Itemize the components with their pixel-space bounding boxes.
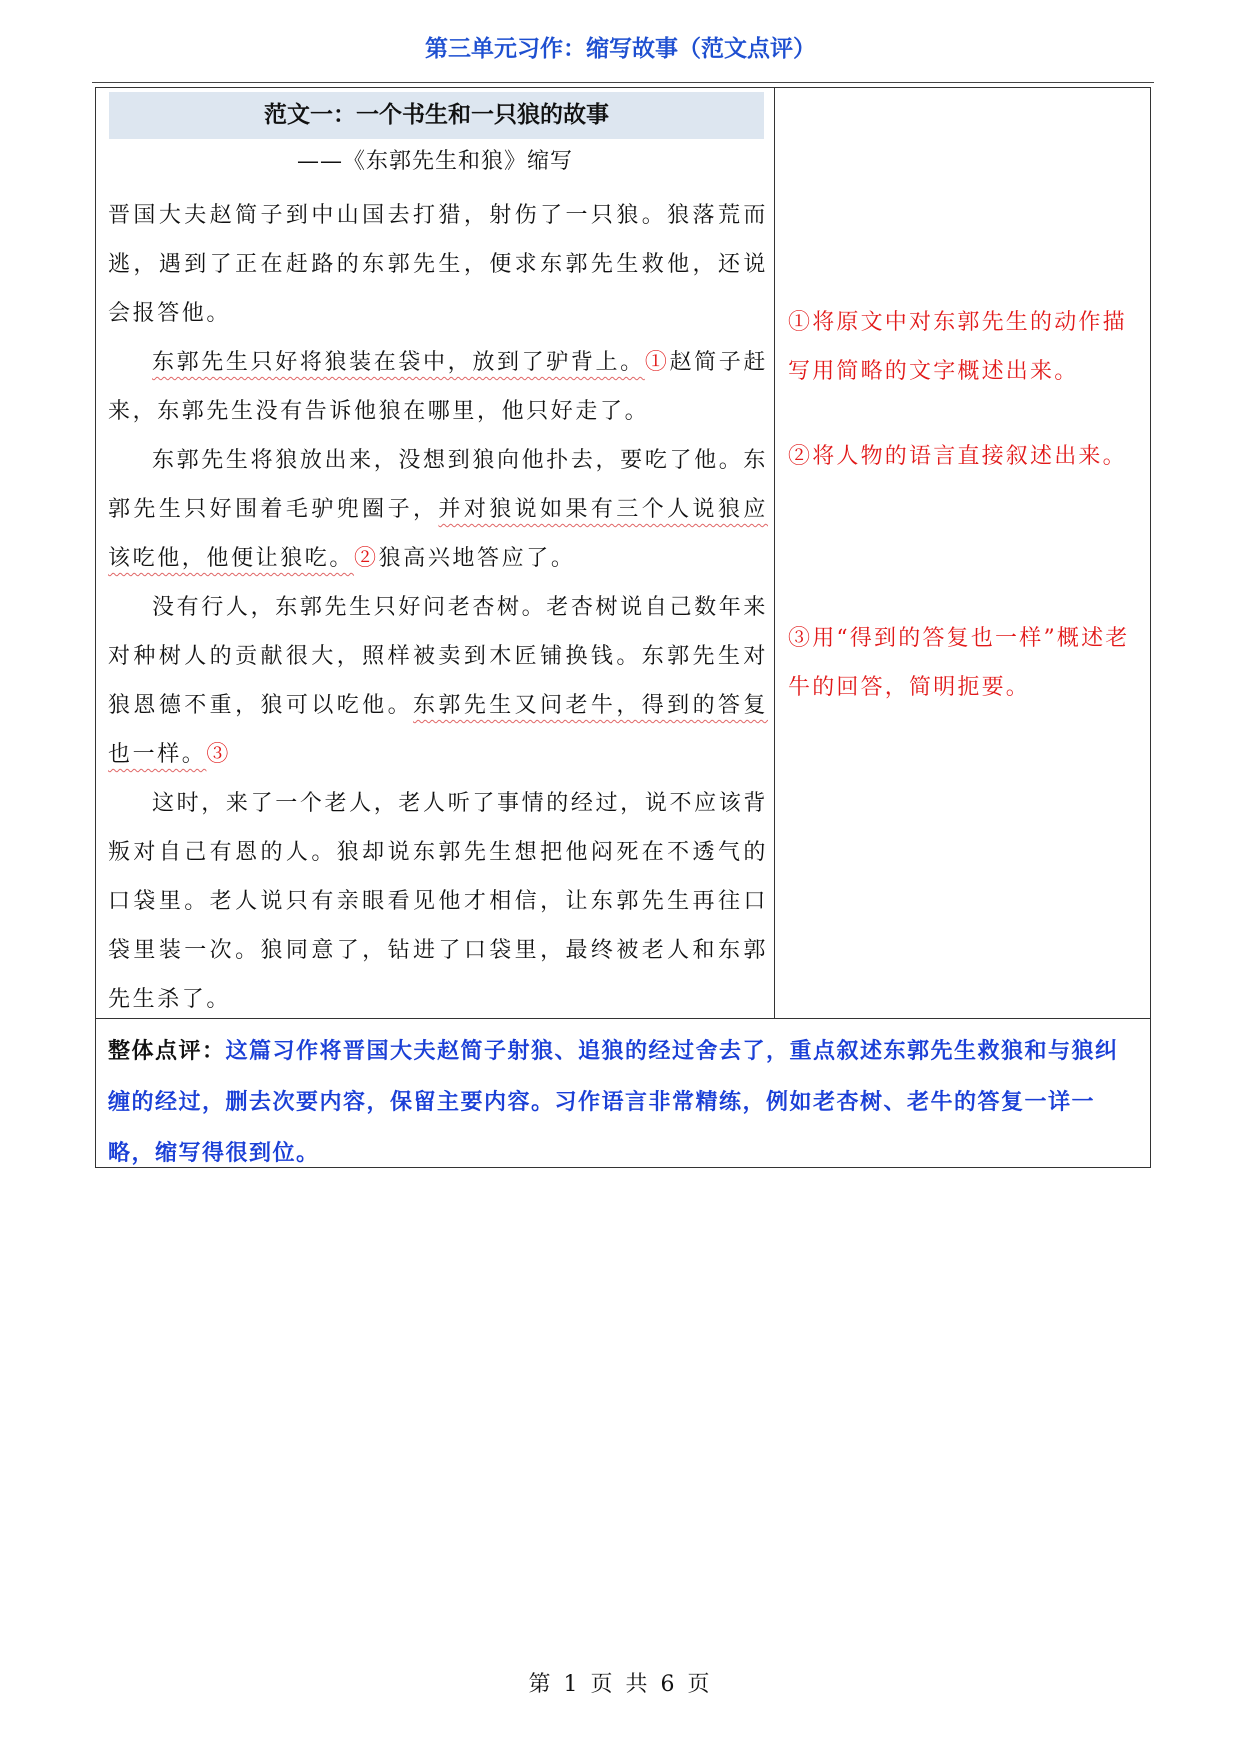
- essay-table: [95, 87, 1151, 1168]
- paragraph-3-start: 东郭先生将狼放出来，没想到狼向他扑去，要吃了他。东郭先生只好围着毛驴兜圈子，: [108, 448, 768, 522]
- annotation-note-1: ①将原文中对东郭先生的动作描写用简略的文字概述出来。: [788, 310, 1127, 384]
- paragraph-4: [108, 583, 768, 779]
- annotation-note-2: ②将人物的语言直接叙述出来。: [788, 444, 1127, 469]
- paragraph-3: [108, 436, 768, 583]
- paragraph-2: [108, 338, 768, 436]
- header-rule: [92, 82, 1154, 83]
- annotation-mark-3: ③: [206, 742, 232, 767]
- page-footer: 第 1 页 共 6 页: [528, 1672, 713, 1697]
- essay-subtitle: ——《东郭先生和狼》缩写: [296, 149, 573, 174]
- paragraph-1: 晋国大夫赵简子到中山国去打猎，射伤了一只狼。狼落荒而逃，遇到了正在赶路的东郭先生，便求东郭先生救他，还说会报答他。: [108, 203, 768, 326]
- paragraph-4-start: 没有行人，东郭先生只好问老杏树。老杏树说自己数年来对种树人的贡献很大，照样被卖到木匠铺换钱。东郭先生对狼恩德不重，狼可以吃他。: [108, 595, 768, 718]
- underlined-sentence-1: 东郭先生只好将狼装在袋中，放到了驴背上。: [152, 350, 645, 375]
- overall-comment-label: 整体点评：: [108, 1039, 226, 1064]
- essay-body: [108, 191, 768, 1024]
- annotation-mark-1: ①: [644, 350, 670, 375]
- paragraph-3-rest: 狼高兴地答应了。: [378, 546, 576, 571]
- essay-title: 范文一：一个书生和一只狼的故事: [109, 92, 764, 139]
- underlined-sentence-2: 并对狼说如果有三个人说狼应该吃他，他便让狼吃。: [108, 497, 768, 571]
- column-divider: [774, 88, 775, 1018]
- underlined-sentence-3: 东郭先生又问老牛，得到的答复也一样。: [108, 693, 769, 767]
- page-header-title: 第三单元习作：缩写故事（范文点评）: [425, 36, 816, 62]
- overall-comment: [108, 1026, 1138, 1179]
- overall-comment-text: 这篇习作将晋国大夫赵简子射狼、追狼的经过舍去了，重点叙述东郭先生救狼和与狼纠缠的经过，删去次要内容，保留主要内容。习作语言非常精练，例如老杏树、老牛的答复一详一略，缩写得很到位。: [108, 1039, 1119, 1166]
- annotation-mark-2: ②: [354, 546, 379, 571]
- paragraph-5: 这时，来了一个老人，老人听了事情的经过，说不应该背叛对自己有恩的人。狼却说东郭先生想把他闷死在不透气的口袋里。老人说只有亲眼看见他才相信，让东郭先生再往口袋里装一次。狼同意了，钻进了口袋里，最终被老人和东郭先生杀了。: [108, 791, 768, 1012]
- paragraph-2-rest: 赵简子赶来，东郭先生没有告诉他狼在哪里，他只好走了。: [108, 350, 768, 424]
- annotation-note-3: ③用“得到的答复也一样”概述老牛的回答，简明扼要。: [788, 626, 1130, 700]
